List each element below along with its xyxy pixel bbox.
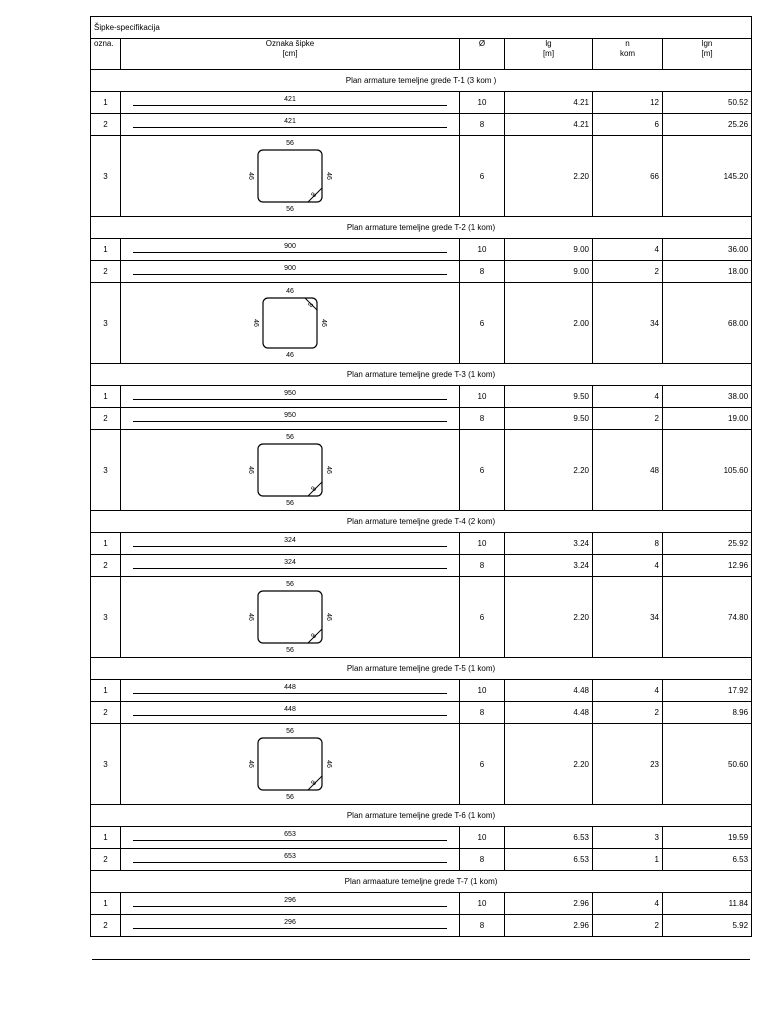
cell-ozna: 3 xyxy=(91,577,121,658)
cell-ozna: 1 xyxy=(91,893,121,915)
straight-bar-drawing xyxy=(121,703,459,723)
header-lgn-unit: [m] xyxy=(701,49,713,58)
cell-lg: 4.48 xyxy=(505,702,593,724)
stirrup-left-label: 46 xyxy=(252,319,260,327)
stirrup-drawing xyxy=(215,579,365,655)
table-row xyxy=(91,724,752,805)
header-oznaka-unit: [cm] xyxy=(282,49,298,58)
cell-diameter: 6 xyxy=(460,283,505,364)
cell-shape xyxy=(121,915,460,937)
table-title-row xyxy=(91,17,752,39)
cell-lgn: 6.53 xyxy=(663,849,752,871)
stirrup-bottom-label: 56 xyxy=(286,793,294,801)
cell-diameter: 8 xyxy=(460,849,505,871)
cell-diameter: 10 xyxy=(460,680,505,702)
section-title: Plan armature temeljne grede T-1 (3 kom ) xyxy=(91,70,752,92)
bar-length-label: 324 xyxy=(284,558,296,566)
cell-shape xyxy=(121,283,460,364)
cell-diameter: 6 xyxy=(460,577,505,658)
section-header-row xyxy=(91,805,752,827)
bar-length-label: 324 xyxy=(284,536,296,544)
stirrup-right-label: 46 xyxy=(325,760,333,768)
section-header-row xyxy=(91,658,752,680)
cell-diameter: 8 xyxy=(460,555,505,577)
header-row xyxy=(91,39,752,70)
straight-bar-drawing xyxy=(121,850,459,870)
cell-n: 4 xyxy=(593,386,663,408)
cell-lg: 9.00 xyxy=(505,239,593,261)
cell-lg: 4.21 xyxy=(505,114,593,136)
bar-line xyxy=(133,906,447,907)
cell-lgn: 11.84 xyxy=(663,893,752,915)
cell-n: 2 xyxy=(593,261,663,283)
table-row xyxy=(91,893,752,915)
specification-table xyxy=(90,16,752,937)
bar-line xyxy=(133,127,447,128)
table-row xyxy=(91,680,752,702)
table-row xyxy=(91,827,752,849)
cell-shape xyxy=(121,893,460,915)
straight-bar-drawing xyxy=(121,556,459,576)
cell-lg: 2.20 xyxy=(505,136,593,217)
cell-shape xyxy=(121,680,460,702)
section-header-row xyxy=(91,70,752,92)
cell-diameter: 8 xyxy=(460,915,505,937)
cell-diameter: 10 xyxy=(460,386,505,408)
cell-lg: 2.00 xyxy=(505,283,593,364)
stirrup-hook-label: 8 xyxy=(307,301,316,309)
cell-n: 34 xyxy=(593,577,663,658)
section-header-row xyxy=(91,364,752,386)
cell-ozna: 3 xyxy=(91,283,121,364)
bar-length-label: 900 xyxy=(284,242,296,250)
stirrup-top-label: 56 xyxy=(286,139,294,147)
cell-lgn: 145.20 xyxy=(663,136,752,217)
cell-diameter: 6 xyxy=(460,136,505,217)
header-ozna: ozna. xyxy=(91,39,121,70)
cell-diameter: 10 xyxy=(460,533,505,555)
cell-lg: 2.96 xyxy=(505,915,593,937)
cell-ozna: 1 xyxy=(91,92,121,114)
cell-n: 12 xyxy=(593,92,663,114)
stirrup-top-label: 56 xyxy=(286,580,294,588)
cell-diameter: 10 xyxy=(460,92,505,114)
cell-ozna: 2 xyxy=(91,849,121,871)
cell-shape xyxy=(121,136,460,217)
bar-length-label: 950 xyxy=(284,389,296,397)
cell-lgn: 68.00 xyxy=(663,283,752,364)
footer-divider xyxy=(92,959,750,960)
bar-length-label: 950 xyxy=(284,411,296,419)
stirrup-bottom-label: 46 xyxy=(286,351,294,359)
straight-bar-drawing xyxy=(121,534,459,554)
straight-bar-drawing xyxy=(121,115,459,135)
section-title: Plan armature temeljne grede T-4 (2 kom) xyxy=(91,511,752,533)
cell-lgn: 50.52 xyxy=(663,92,752,114)
table-row xyxy=(91,114,752,136)
cell-diameter: 8 xyxy=(460,261,505,283)
bar-line xyxy=(133,928,447,929)
cell-lgn: 19.59 xyxy=(663,827,752,849)
straight-bar-drawing xyxy=(121,409,459,429)
bar-line xyxy=(133,862,447,863)
section-header-row xyxy=(91,511,752,533)
cell-n: 4 xyxy=(593,680,663,702)
cell-lg: 2.20 xyxy=(505,724,593,805)
cell-ozna: 3 xyxy=(91,430,121,511)
header-n xyxy=(593,39,663,70)
header-lg-unit: [m] xyxy=(542,49,555,58)
section-title: Plan armature temeljne grede T-5 (1 kom) xyxy=(91,658,752,680)
table-row xyxy=(91,283,752,364)
straight-bar-drawing xyxy=(121,828,459,848)
table-row xyxy=(91,261,752,283)
section-title: Plan armature temeljne grede T-3 (1 kom) xyxy=(91,364,752,386)
cell-lgn: 74.80 xyxy=(663,577,752,658)
cell-shape xyxy=(121,114,460,136)
cell-lgn: 36.00 xyxy=(663,239,752,261)
cell-ozna: 2 xyxy=(91,408,121,430)
bar-line xyxy=(133,546,447,547)
bar-length-label: 900 xyxy=(284,264,296,272)
cell-n: 48 xyxy=(593,430,663,511)
table-row xyxy=(91,136,752,217)
cell-n: 6 xyxy=(593,114,663,136)
cell-lg: 6.53 xyxy=(505,849,593,871)
stirrup-hook-label: 8 xyxy=(310,632,319,640)
header-diameter: Ø xyxy=(460,39,505,70)
cell-lg: 9.50 xyxy=(505,408,593,430)
cell-lgn: 12.96 xyxy=(663,555,752,577)
table-row xyxy=(91,849,752,871)
cell-n: 2 xyxy=(593,408,663,430)
cell-ozna: 1 xyxy=(91,827,121,849)
cell-shape xyxy=(121,577,460,658)
table-row xyxy=(91,702,752,724)
cell-ozna: 2 xyxy=(91,261,121,283)
bar-line xyxy=(133,105,447,106)
bar-length-label: 296 xyxy=(284,918,296,926)
cell-lgn: 8.96 xyxy=(663,702,752,724)
cell-shape xyxy=(121,408,460,430)
bar-length-label: 421 xyxy=(284,117,296,125)
section-title: Plan armature temeljne grede T-2 (1 kom) xyxy=(91,217,752,239)
bar-length-label: 653 xyxy=(284,830,296,838)
bar-length-label: 296 xyxy=(284,896,296,904)
bar-line xyxy=(133,693,447,694)
bar-line xyxy=(133,715,447,716)
header-lgn-label: lgn xyxy=(701,39,713,48)
cell-shape xyxy=(121,261,460,283)
stirrup-drawing xyxy=(215,726,365,802)
cell-n: 1 xyxy=(593,849,663,871)
cell-diameter: 10 xyxy=(460,893,505,915)
cell-lgn: 17.92 xyxy=(663,680,752,702)
cell-shape xyxy=(121,555,460,577)
bar-line xyxy=(133,840,447,841)
stirrup-right-label: 46 xyxy=(325,466,333,474)
cell-lgn: 105.60 xyxy=(663,430,752,511)
header-oznaka-label: Oznaka šipke xyxy=(265,39,315,48)
stirrup-hook-label: 8 xyxy=(310,779,319,787)
cell-ozna: 2 xyxy=(91,702,121,724)
cell-n: 3 xyxy=(593,827,663,849)
cell-lg: 6.53 xyxy=(505,827,593,849)
straight-bar-drawing xyxy=(121,894,459,914)
stirrup-right-label: 46 xyxy=(325,613,333,621)
cell-n: 8 xyxy=(593,533,663,555)
cell-ozna: 1 xyxy=(91,533,121,555)
cell-lg: 3.24 xyxy=(505,533,593,555)
header-n-label: n xyxy=(625,39,630,48)
cell-ozna: 2 xyxy=(91,915,121,937)
cell-ozna: 2 xyxy=(91,114,121,136)
stirrup-drawing xyxy=(215,138,365,214)
stirrup-left-label: 46 xyxy=(247,760,255,768)
cell-shape xyxy=(121,239,460,261)
bar-length-label: 421 xyxy=(284,95,296,103)
cell-shape xyxy=(121,849,460,871)
cell-diameter: 6 xyxy=(460,724,505,805)
table-row xyxy=(91,408,752,430)
table-row xyxy=(91,430,752,511)
stirrup-drawing xyxy=(215,432,365,508)
straight-bar-drawing xyxy=(121,916,459,936)
stirrup-top-label: 56 xyxy=(286,433,294,441)
cell-ozna: 1 xyxy=(91,239,121,261)
cell-diameter: 8 xyxy=(460,408,505,430)
bar-line xyxy=(133,252,447,253)
cell-n: 4 xyxy=(593,239,663,261)
cell-diameter: 10 xyxy=(460,827,505,849)
stirrup-left-label: 46 xyxy=(247,613,255,621)
straight-bar-drawing xyxy=(121,387,459,407)
cell-shape xyxy=(121,386,460,408)
cell-lg: 2.20 xyxy=(505,430,593,511)
header-oznaka xyxy=(121,39,460,70)
stirrup-left-label: 46 xyxy=(247,172,255,180)
section-header-row xyxy=(91,217,752,239)
cell-lgn: 19.00 xyxy=(663,408,752,430)
stirrup-right-label: 46 xyxy=(320,319,328,327)
table-row xyxy=(91,239,752,261)
table-row xyxy=(91,555,752,577)
cell-diameter: 10 xyxy=(460,239,505,261)
stirrup-top-label: 46 xyxy=(286,287,294,295)
cell-lgn: 50.60 xyxy=(663,724,752,805)
section-title: Plan armature temeljne grede T-6 (1 kom) xyxy=(91,805,752,827)
stirrup-hook-label: 8 xyxy=(310,191,319,199)
table-row xyxy=(91,533,752,555)
table-row xyxy=(91,386,752,408)
section-title: Plan armaature temeljne grede T-7 (1 kom) xyxy=(91,871,752,893)
cell-shape xyxy=(121,702,460,724)
cell-lgn: 18.00 xyxy=(663,261,752,283)
cell-lg: 2.96 xyxy=(505,893,593,915)
stirrup-bottom-label: 56 xyxy=(286,646,294,654)
table-row xyxy=(91,577,752,658)
cell-ozna: 1 xyxy=(91,386,121,408)
cell-shape xyxy=(121,533,460,555)
cell-lg: 9.50 xyxy=(505,386,593,408)
cell-lg: 4.48 xyxy=(505,680,593,702)
bar-line xyxy=(133,421,447,422)
header-lgn xyxy=(663,39,752,70)
bar-length-label: 448 xyxy=(284,683,296,691)
cell-shape xyxy=(121,827,460,849)
cell-n: 2 xyxy=(593,915,663,937)
stirrup-bottom-label: 56 xyxy=(286,205,294,213)
cell-n: 4 xyxy=(593,893,663,915)
stirrup-hook-label: 8 xyxy=(310,485,319,493)
straight-bar-drawing xyxy=(121,262,459,282)
header-lg xyxy=(505,39,593,70)
straight-bar-drawing xyxy=(121,93,459,113)
table-title: Šipke-specifikacija xyxy=(91,17,752,39)
bar-length-label: 448 xyxy=(284,705,296,713)
cell-lgn: 25.92 xyxy=(663,533,752,555)
stirrup-right-label: 46 xyxy=(325,172,333,180)
stirrup-left-label: 46 xyxy=(247,466,255,474)
cell-lgn: 25.26 xyxy=(663,114,752,136)
table-row xyxy=(91,92,752,114)
cell-ozna: 1 xyxy=(91,680,121,702)
cell-n: 4 xyxy=(593,555,663,577)
cell-ozna: 3 xyxy=(91,136,121,217)
cell-shape xyxy=(121,724,460,805)
cell-lg: 9.00 xyxy=(505,261,593,283)
cell-ozna: 3 xyxy=(91,724,121,805)
straight-bar-drawing xyxy=(121,240,459,260)
header-lg-label: lg xyxy=(545,39,552,48)
bar-line xyxy=(133,568,447,569)
straight-bar-drawing xyxy=(121,681,459,701)
cell-ozna: 2 xyxy=(91,555,121,577)
cell-diameter: 8 xyxy=(460,702,505,724)
bar-line xyxy=(133,274,447,275)
section-header-row xyxy=(91,871,752,893)
cell-n: 23 xyxy=(593,724,663,805)
cell-lg: 2.20 xyxy=(505,577,593,658)
cell-lg: 3.24 xyxy=(505,555,593,577)
cell-diameter: 8 xyxy=(460,114,505,136)
bar-length-label: 653 xyxy=(284,852,296,860)
cell-lg: 4.21 xyxy=(505,92,593,114)
stirrup-drawing xyxy=(215,285,365,361)
cell-n: 2 xyxy=(593,702,663,724)
cell-shape xyxy=(121,430,460,511)
cell-lgn: 38.00 xyxy=(663,386,752,408)
cell-n: 66 xyxy=(593,136,663,217)
table-row xyxy=(91,915,752,937)
stirrup-bottom-label: 56 xyxy=(286,499,294,507)
cell-n: 34 xyxy=(593,283,663,364)
bar-line xyxy=(133,399,447,400)
stirrup-top-label: 56 xyxy=(286,727,294,735)
header-n-unit: kom xyxy=(619,49,636,58)
cell-shape xyxy=(121,92,460,114)
cell-lgn: 5.92 xyxy=(663,915,752,937)
cell-diameter: 6 xyxy=(460,430,505,511)
